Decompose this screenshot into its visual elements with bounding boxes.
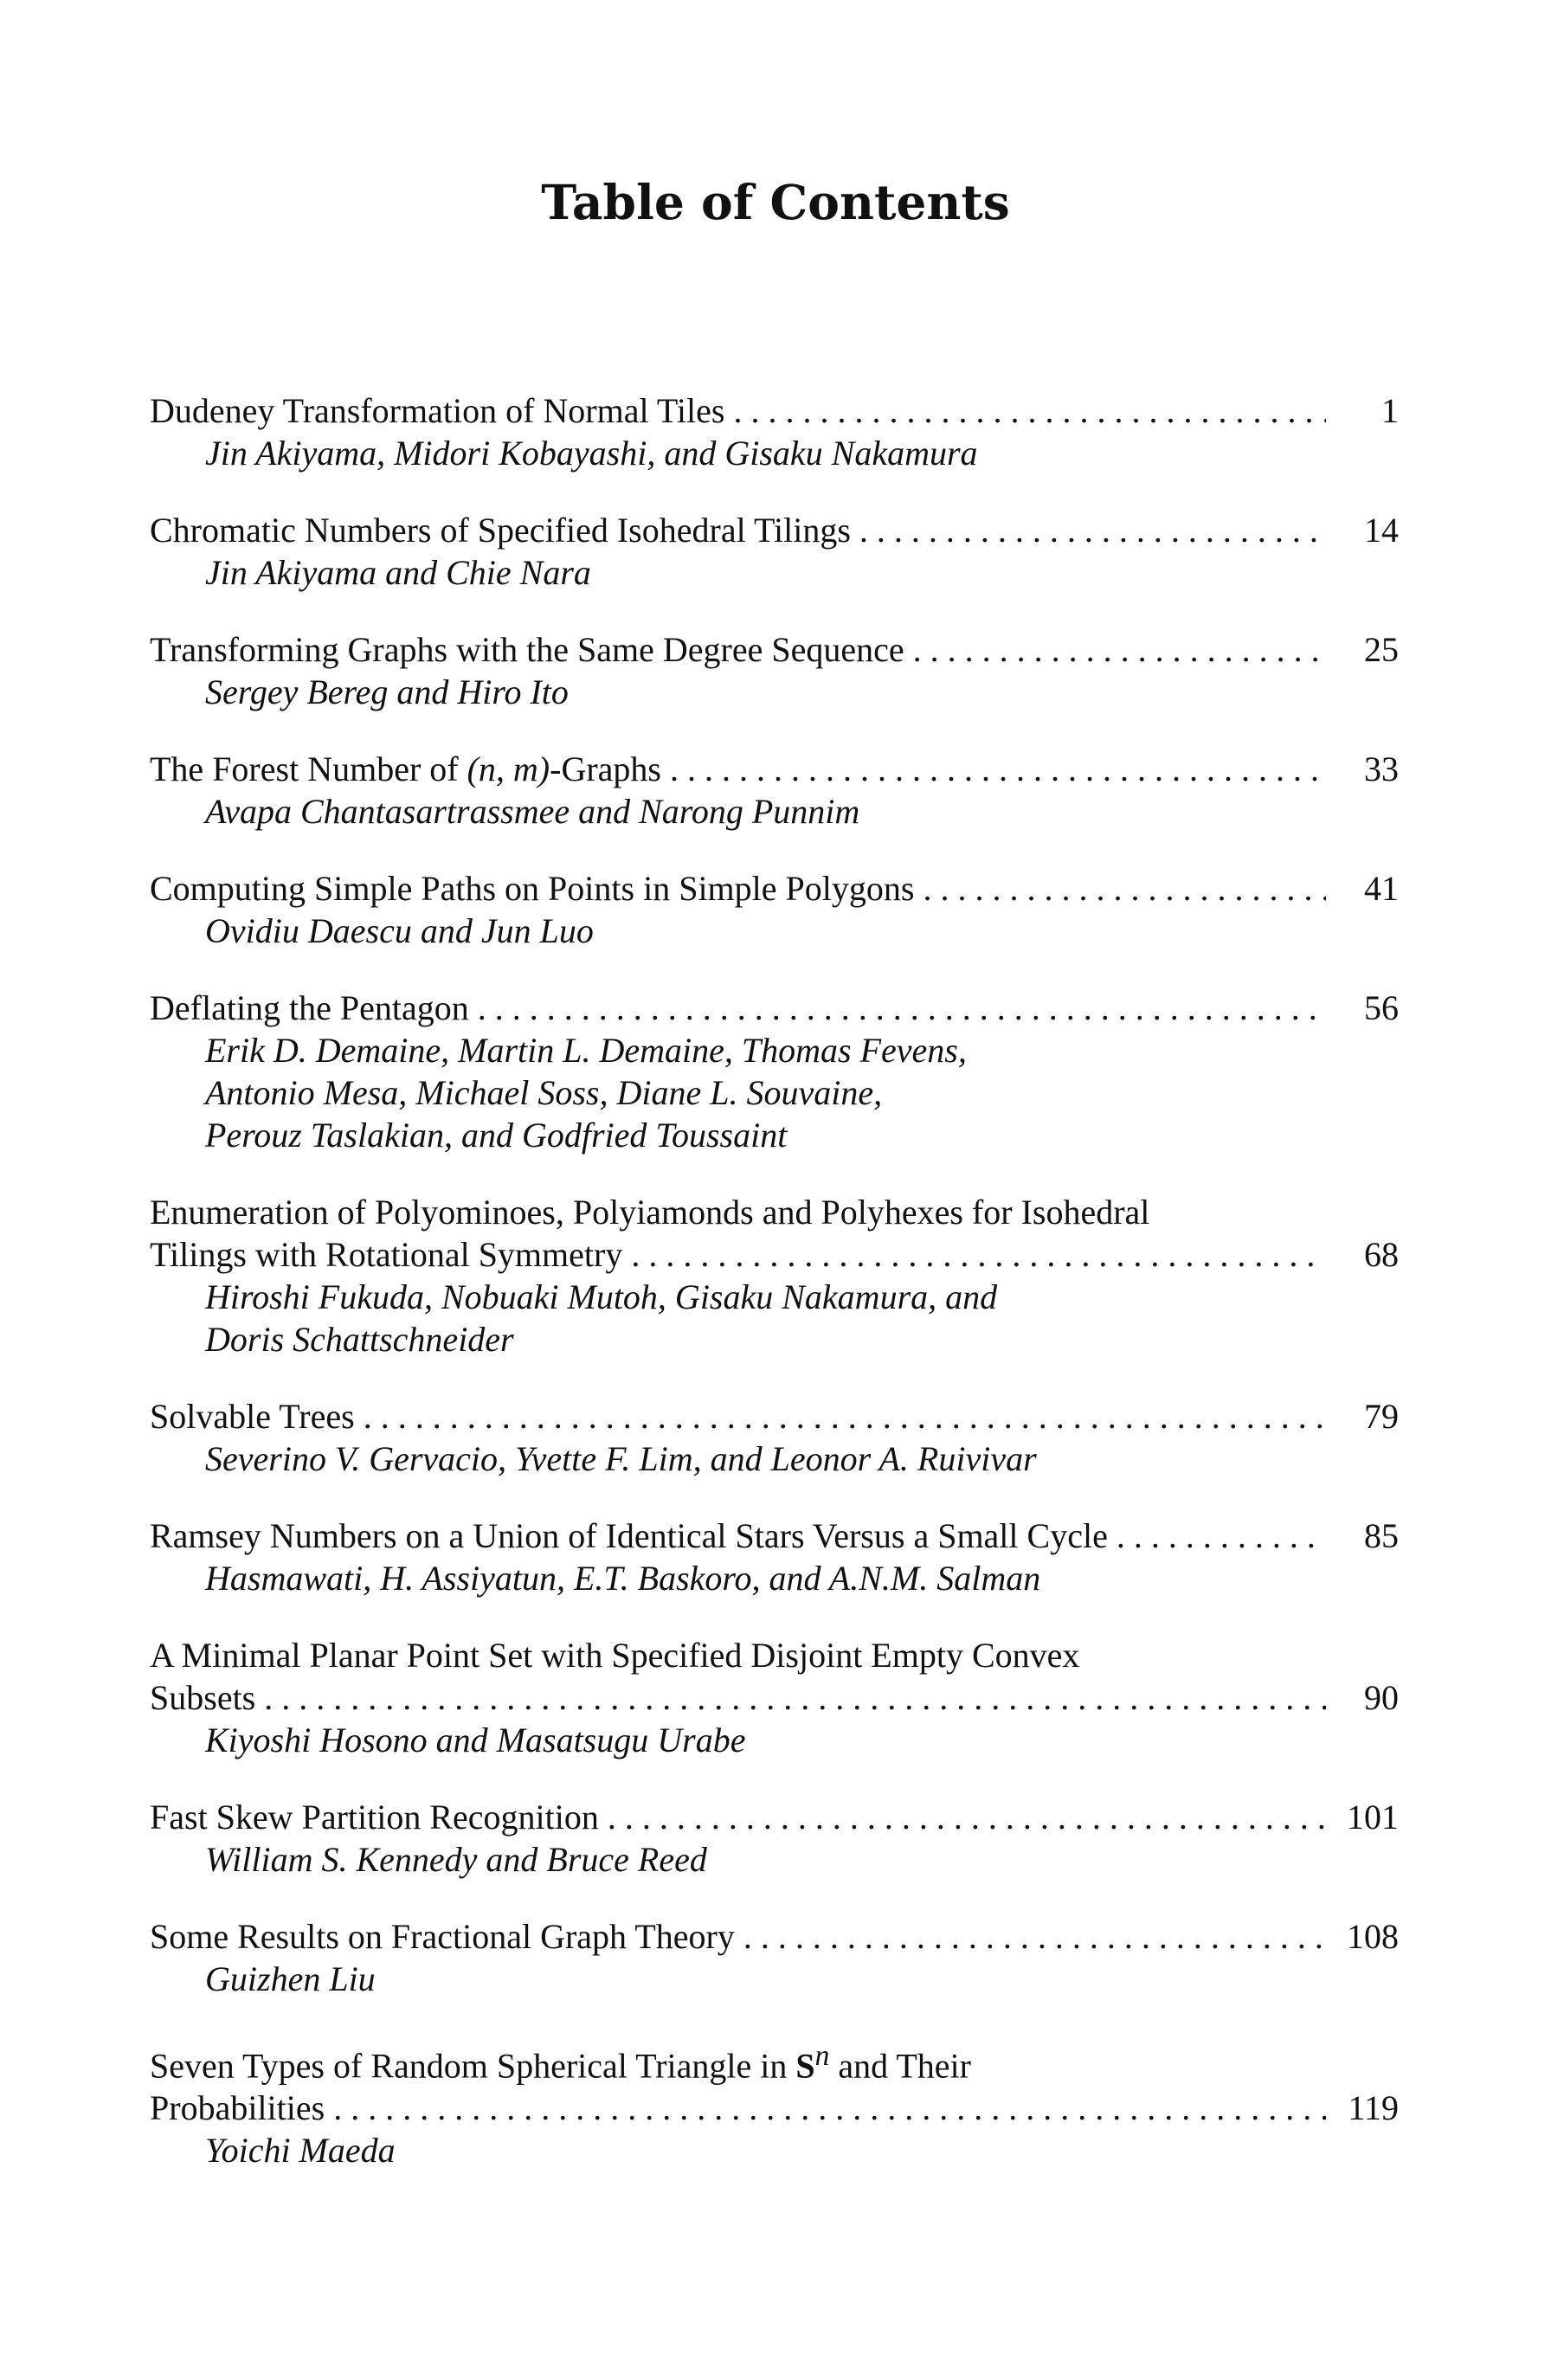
entry-title: Ramsey Numbers on a Union of Identical Stars Versus a Small Cycle [150, 1516, 1108, 1555]
entry-title: Enumeration of Polyominoes, Polyiamonds and Polyhexes for Isohedral [150, 1193, 1150, 1232]
entry-authors: Doris Schattschneider [205, 1320, 514, 1359]
entry-title-line[interactable] [150, 1676, 1399, 1719]
page-number: 90 [1364, 1678, 1399, 1717]
dot-leader [364, 1395, 1326, 1438]
toc-entry [150, 1796, 1399, 1881]
dot-leader [859, 509, 1326, 551]
entry-title-line[interactable] [150, 867, 1399, 910]
page-number: 85 [1364, 1516, 1399, 1555]
entry-title-line[interactable] [150, 1233, 1399, 1276]
dot-leader [743, 1915, 1326, 1958]
math-symbol: S [795, 2046, 815, 2086]
toc-entry [150, 748, 1399, 833]
entry-title-line[interactable] [150, 1191, 1399, 1233]
entry-authors: Yoichi Maeda [205, 2131, 396, 2171]
entry-authors: Avapa Chantasartrassmee and Narong Punnim [205, 792, 860, 831]
dot-leader [1117, 1515, 1326, 1557]
math-expression: (n, m) [467, 749, 550, 788]
dot-leader [631, 1233, 1326, 1276]
entry-title-line[interactable] [150, 1634, 1399, 1676]
toc-entry [150, 1634, 1399, 1761]
toc-entry [150, 867, 1399, 952]
dot-leader [733, 389, 1326, 432]
entry-title-line[interactable] [150, 628, 1399, 671]
entry-title: Chromatic Numbers of Specified Isohedral Tilings [150, 511, 851, 550]
page-number: 14 [1364, 511, 1399, 550]
entry-title: Probabilities [150, 2088, 325, 2128]
dot-leader [913, 628, 1326, 671]
entry-title: Dudeney Transformation of Normal Tiles [150, 391, 725, 430]
entry-authors: Hasmawati, H. Assiyatun, E.T. Baskoro, and A.N.M. Salman [205, 1559, 1041, 1598]
page-number: 68 [1364, 1235, 1399, 1274]
page-number: 25 [1364, 630, 1399, 669]
entry-title: Deflating the Pentagon [150, 988, 469, 1027]
entry-title-line[interactable] [150, 1915, 1399, 1958]
entry-authors: William S. Kennedy and Bruce Reed [205, 1840, 707, 1879]
entry-title-line[interactable] [150, 389, 1399, 432]
toc-entry [150, 1395, 1399, 1480]
page-number: 108 [1347, 1917, 1399, 1956]
page-number: 1 [1381, 391, 1399, 430]
entry-title-line[interactable] [150, 509, 1399, 551]
title-text: Seven Types of Random Spherical Triangle in [150, 2046, 796, 2086]
entry-authors: Perouz Taslakian, and Godfried Toussaint [205, 1116, 788, 1155]
math-superscript: n [814, 2040, 830, 2072]
entry-authors: Ovidiu Daescu and Jun Luo [205, 911, 594, 950]
page-number: 41 [1364, 869, 1399, 908]
entry-title: Tilings with Rotational Symmetry [150, 1235, 623, 1274]
toc-entry [150, 1915, 1399, 2000]
entry-title: A Minimal Planar Point Set with Specified Disjoint Empty Convex [150, 1636, 1080, 1675]
entry-title: Fast Skew Partition Recognition [150, 1798, 599, 1836]
dot-leader [264, 1676, 1326, 1719]
entry-authors: Erik D. Demaine, Martin L. Demaine, Thomas Fevens, [205, 1031, 967, 1070]
page-number: 56 [1364, 988, 1399, 1027]
entry-authors: Jin Akiyama and Chie Nara [205, 553, 591, 592]
toc-entry [150, 987, 1399, 1156]
dot-leader [923, 867, 1326, 910]
title-text: and Their [829, 2046, 971, 2086]
entry-title-line[interactable] [150, 2087, 1399, 2129]
entry-authors: Sergey Bereg and Hiro Ito [205, 672, 569, 711]
entry-title: Subsets [150, 1678, 256, 1717]
entry-authors: Hiroshi Fukuda, Nobuaki Mutoh, Gisaku Nakamura, and [205, 1277, 998, 1316]
page-number: 33 [1364, 749, 1399, 788]
entry-title [150, 2035, 971, 2087]
dot-leader [333, 2087, 1326, 2129]
entry-authors: Kiyoshi Hosono and Masatsugu Urabe [205, 1721, 746, 1759]
entry-title: Transforming Graphs with the Same Degree Sequence [150, 630, 904, 669]
toc-entry [150, 389, 1399, 474]
entry-authors: Guizhen Liu [205, 1959, 376, 1998]
entry-title: Computing Simple Paths on Points in Simple Polygons [150, 869, 915, 908]
toc-list [150, 389, 1399, 2206]
entry-title-line[interactable] [150, 987, 1399, 1029]
entry-title-line[interactable] [150, 1395, 1399, 1438]
title-text: The Forest Number of [150, 749, 467, 788]
entry-title: Some Results on Fractional Graph Theory [150, 1917, 735, 1956]
entry-title-line[interactable] [150, 1796, 1399, 1838]
page-title: Table of Contents [541, 174, 1010, 230]
entry-title-line[interactable] [150, 2035, 1399, 2087]
dot-leader [670, 748, 1326, 790]
entry-authors: Antonio Mesa, Michael Soss, Diane L. Souvaine, [205, 1073, 883, 1112]
dot-leader [478, 987, 1326, 1029]
page-number: 101 [1347, 1798, 1399, 1836]
toc-entry [150, 509, 1399, 594]
entry-title-line[interactable] [150, 748, 1399, 790]
toc-entry [150, 628, 1399, 713]
entry-title: Solvable Trees [150, 1397, 355, 1436]
entry-title-line[interactable] [150, 1515, 1399, 1557]
dot-leader [608, 1796, 1326, 1838]
title-text: -Graphs [550, 749, 661, 788]
toc-entry [150, 1515, 1399, 1599]
entry-authors: Severino V. Gervacio, Yvette F. Lim, and Leonor A. Ruivivar [205, 1439, 1037, 1478]
entry-title [150, 748, 661, 790]
page-number: 119 [1348, 2088, 1399, 2128]
entry-authors: Jin Akiyama, Midori Kobayashi, and Gisaku Nakamura [205, 434, 978, 473]
page-number: 79 [1364, 1397, 1399, 1436]
toc-entry [150, 2035, 1399, 2171]
toc-entry [150, 1191, 1399, 1360]
